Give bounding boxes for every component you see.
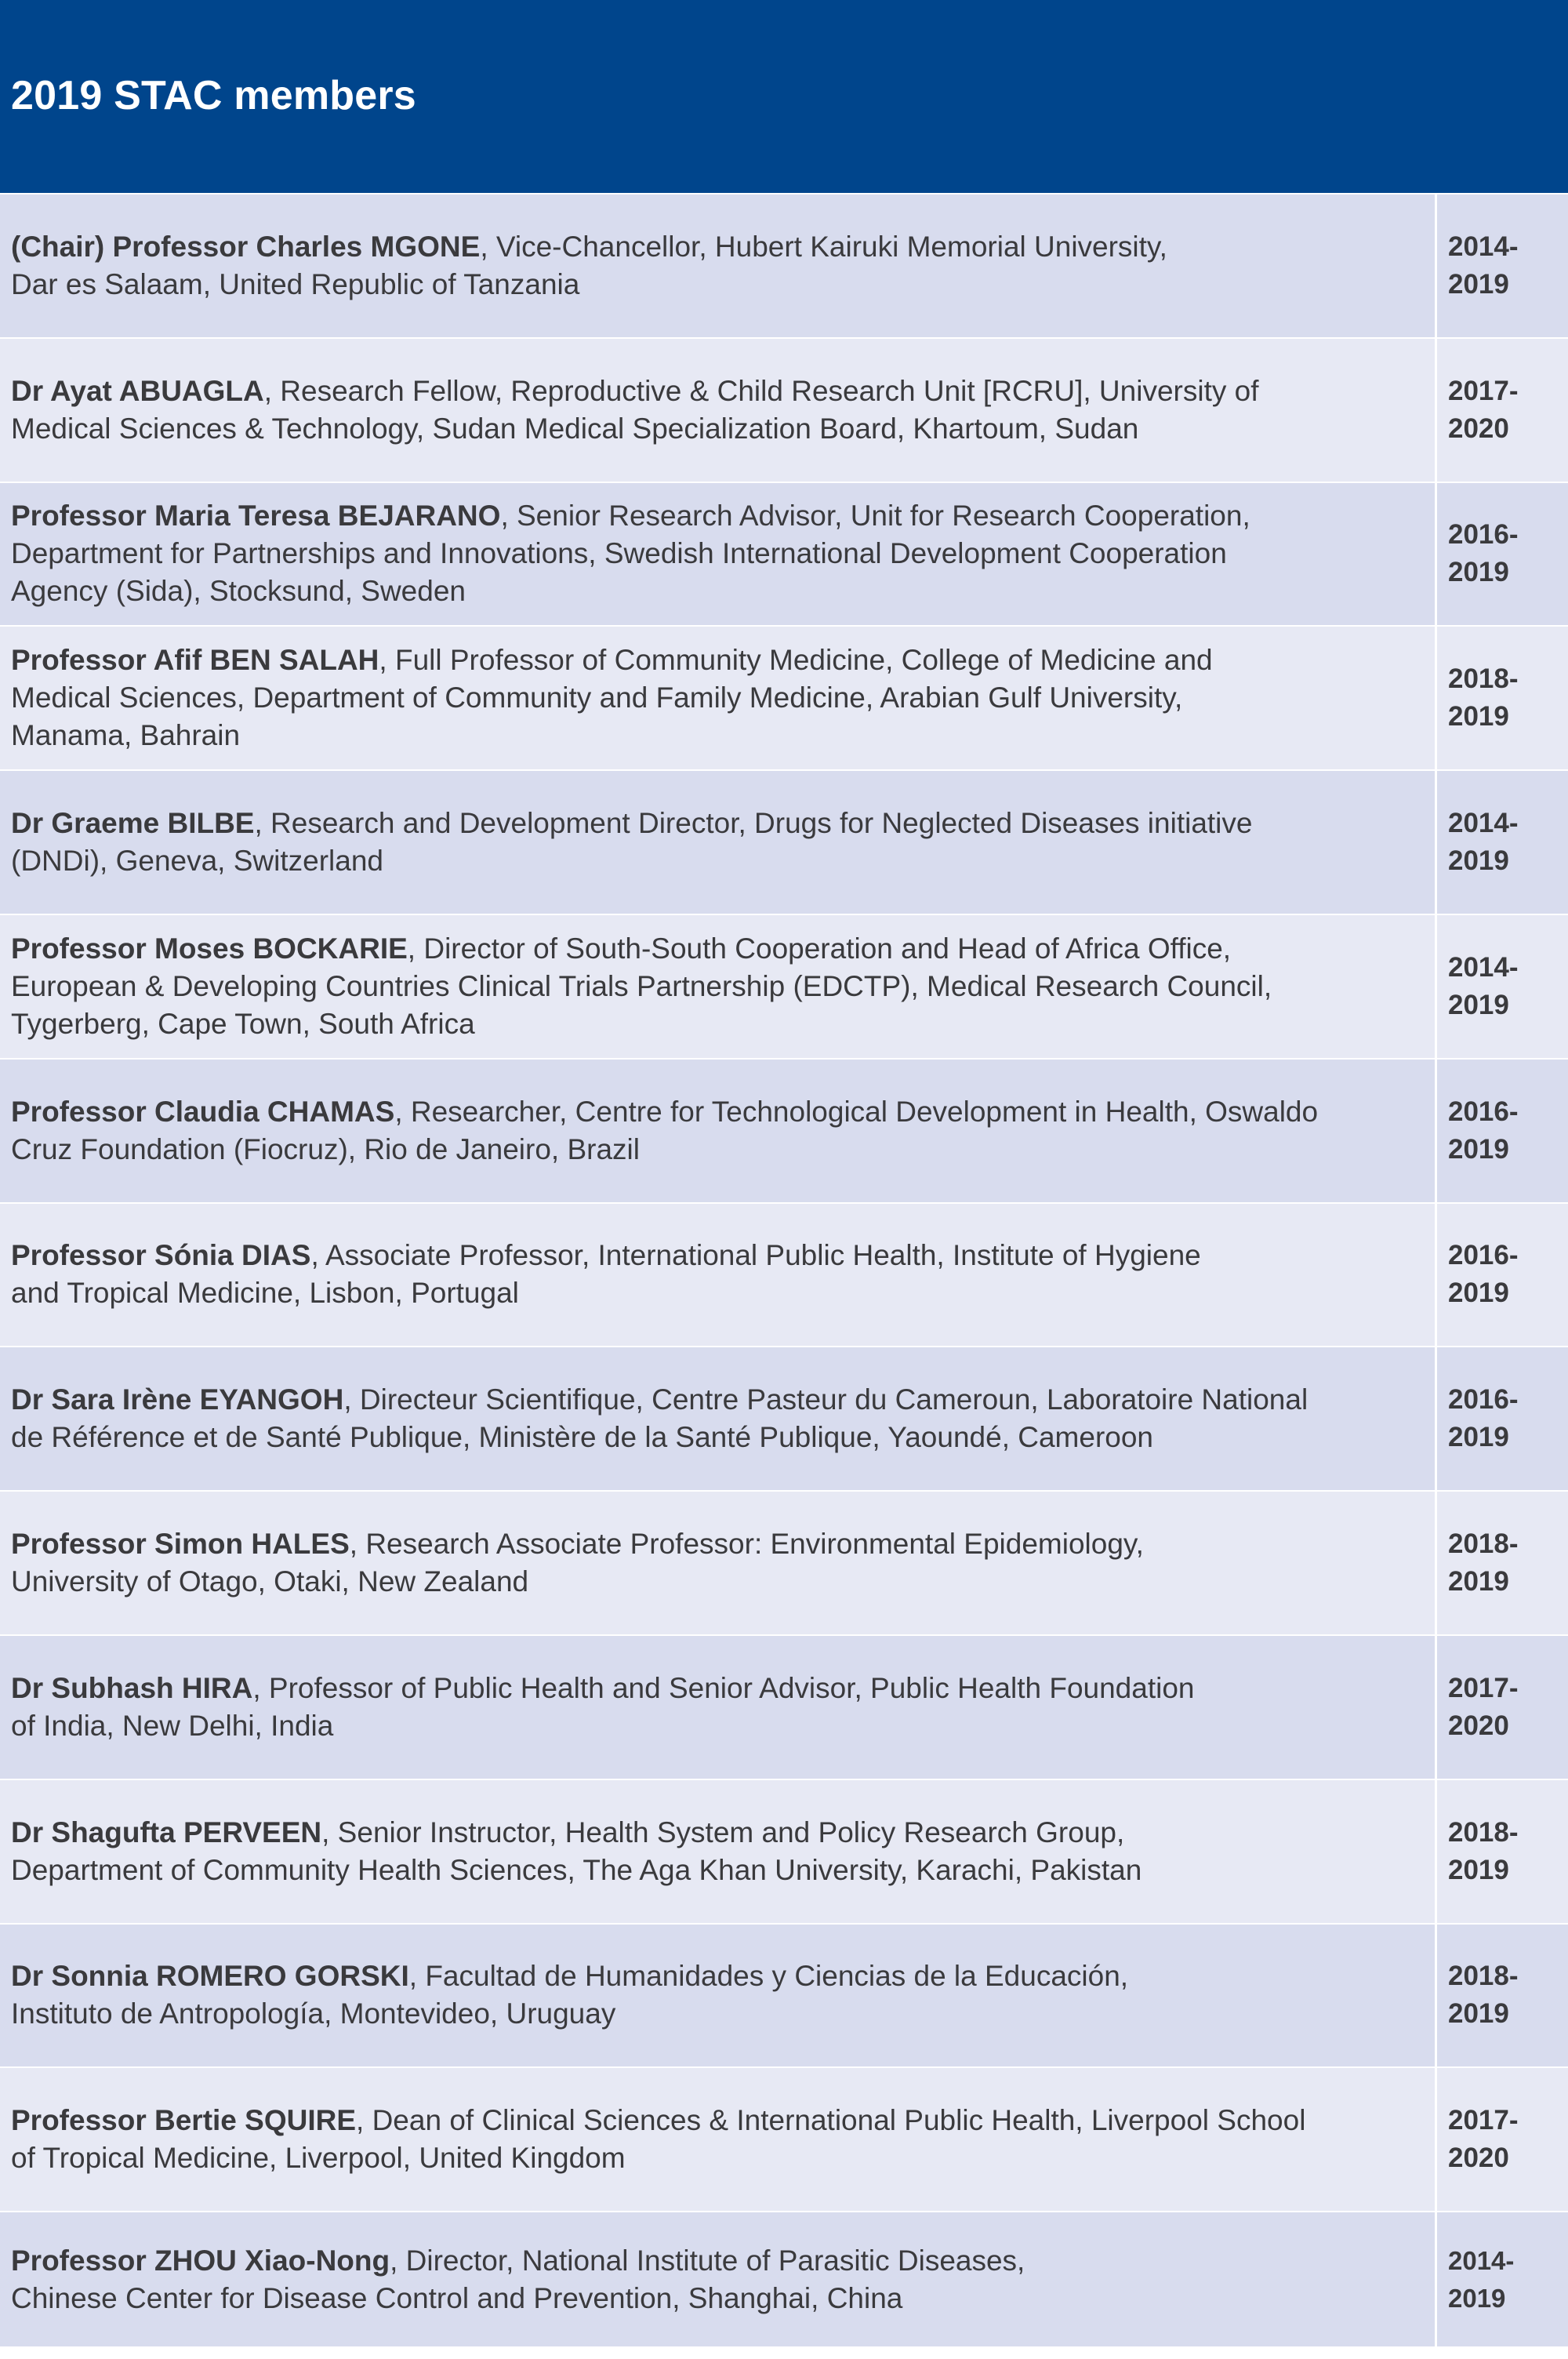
member-affiliation-line: , Full Professor of Community Medicine, College of Medicine and: [379, 644, 1213, 677]
member-description: [0, 483, 1435, 626]
member-description: [0, 1492, 1435, 1634]
member-affiliation-line: , Director of South-South Cooperation and Head of Africa Office,: [407, 932, 1232, 965]
member-term: [1435, 1492, 1568, 1634]
term-start: 2014-: [1448, 951, 1519, 983]
member-row: [0, 2211, 1568, 2346]
member-term: [1435, 1347, 1568, 1490]
member-term: [1435, 1060, 1568, 1202]
member-term: [1435, 1780, 1568, 1923]
term-start: 2018-: [1448, 1961, 1519, 1992]
term-start: 2017-: [1448, 375, 1519, 406]
member-affiliation-line: Instituto de Antropología, Montevideo, Uruguay: [11, 1997, 616, 2030]
term-end: 2019: [1448, 1278, 1509, 1309]
member-affiliation-line: Department for Partnerships and Innovations, Swedish International Development Cooperation: [11, 537, 1227, 570]
member-affiliation-line: (DNDi), Geneva, Switzerland: [11, 845, 383, 878]
term-start: 2016-: [1448, 1240, 1519, 1271]
member-affiliation-line: Cruz Foundation (Fiocruz), Rio de Janeiro, Brazil: [11, 1132, 640, 1165]
term-end: 2019: [1448, 1566, 1509, 1598]
member-affiliation-line: , Associate Professor, International Public Health, Institute of Hygiene: [310, 1239, 1201, 1272]
term-end: 2020: [1448, 2143, 1509, 2174]
term-end: 2019: [1448, 557, 1509, 588]
member-row: [0, 625, 1568, 769]
member-affiliation-line: University of Otago, Otaki, New Zealand: [11, 1565, 529, 1598]
member-term: [1435, 1925, 1568, 2067]
member-description: [0, 194, 1435, 337]
member-term: [1435, 627, 1568, 769]
member-affiliation-line: of India, New Delhi, India: [11, 1709, 334, 1742]
member-affiliation-line: de Référence et de Santé Publique, Ministère de la Santé Publique, Yaoundé, Cameroon: [11, 1421, 1154, 1454]
member-name: Professor Bertie SQUIRE: [11, 2104, 357, 2137]
member-affiliation-line: Chinese Center for Disease Control and Prevention, Shanghai, China: [11, 2281, 903, 2314]
member-affiliation-line: Agency (Sida), Stocksund, Sweden: [11, 575, 466, 608]
term-start: 2016-: [1448, 1096, 1519, 1127]
member-affiliation-line: , Professor of Public Health and Senior Advisor, Public Health Foundation: [252, 1671, 1195, 1704]
member-affiliation-line: , Senior Instructor, Health System and Policy Research Group,: [321, 1816, 1125, 1848]
member-description: [0, 771, 1435, 914]
member-affiliation-line: , Senior Research Advisor, Unit for Research Cooperation,: [500, 500, 1250, 533]
member-affiliation-line: Dar es Salaam, United Republic of Tanzania: [11, 267, 580, 300]
member-term: [1435, 1204, 1568, 1347]
term-start: 2018-: [1448, 1528, 1519, 1560]
term-end: 2019: [1448, 989, 1509, 1020]
term-end: 2019: [1448, 268, 1509, 300]
member-row: [0, 1779, 1568, 1923]
member-term: [1435, 915, 1568, 1058]
term-end: 2019: [1448, 1133, 1509, 1165]
member-affiliation-line: Medical Sciences, Department of Community and Family Medicine, Arabian Gulf University,: [11, 682, 1183, 714]
member-affiliation-line: , Facultad de Humanidades y Ciencias de la Educación,: [408, 1960, 1129, 1993]
member-affiliation-line: , Research Fellow, Reproductive & Child Research Unit [RCRU], University of: [263, 374, 1259, 407]
member-description: [0, 1060, 1435, 1202]
member-row: [0, 1202, 1568, 1347]
member-affiliation-line: Manama, Bahrain: [11, 719, 241, 752]
member-name: Dr Shagufta PERVEEN: [11, 1816, 322, 1848]
member-name: Dr Graeme BILBE: [11, 807, 255, 840]
member-description: [0, 1780, 1435, 1923]
member-affiliation-line: , Researcher, Centre for Technological Development in Health, Oswaldo: [394, 1095, 1319, 1128]
member-row: [0, 337, 1568, 482]
member-row: [0, 1490, 1568, 1634]
term-start: 2016-: [1448, 519, 1519, 551]
member-term: [1435, 194, 1568, 337]
member-row: [0, 193, 1568, 337]
term-end: 2019: [1448, 1422, 1509, 1453]
term-start: 2014-: [1448, 2245, 1515, 2275]
member-term: [1435, 339, 1568, 482]
member-term: [1435, 2212, 1568, 2346]
member-name: Dr Ayat ABUAGLA: [11, 374, 264, 407]
term-start: 2018-: [1448, 1816, 1519, 1848]
members-table: [0, 193, 1568, 2346]
term-start: 2014-: [1448, 231, 1519, 262]
member-name: Professor Simon HALES: [11, 1528, 350, 1561]
member-affiliation-line: European & Developing Countries Clinical Trials Partnership (EDCTP), Medical Research Council,: [11, 969, 1272, 1002]
member-name: Dr Sonnia ROMERO GORSKI: [11, 1960, 409, 1993]
member-description: [0, 339, 1435, 482]
term-start: 2014-: [1448, 808, 1519, 839]
member-description: [0, 915, 1435, 1058]
member-row: [0, 1346, 1568, 1490]
member-description: [0, 1347, 1435, 1490]
term-start: 2017-: [1448, 1672, 1519, 1703]
member-name: Professor Afif BEN SALAH: [11, 644, 379, 677]
member-affiliation-line: , Research and Development Director, Drugs for Neglected Diseases initiative: [254, 807, 1253, 840]
member-affiliation-line: Tygerberg, Cape Town, South Africa: [11, 1007, 475, 1040]
member-name: Professor Moses BOCKARIE: [11, 932, 408, 965]
member-affiliation-line: , Dean of Clinical Sciences & International Public Health, Liverpool School: [356, 2104, 1306, 2137]
member-name: Professor Maria Teresa BEJARANO: [11, 500, 501, 533]
member-row: [0, 914, 1568, 1058]
member-row: [0, 1923, 1568, 2067]
term-start: 2016-: [1448, 1384, 1519, 1416]
member-term: [1435, 771, 1568, 914]
member-affiliation-line: , Director, National Institute of Parasitic Diseases,: [390, 2244, 1025, 2277]
table-header: [0, 0, 1568, 193]
member-affiliation-line: and Tropical Medicine, Lisbon, Portugal: [11, 1277, 519, 1310]
member-description: [0, 2068, 1435, 2211]
member-description: [0, 2212, 1435, 2346]
member-description: [0, 627, 1435, 769]
member-name: Professor Sónia DIAS: [11, 1239, 311, 1272]
member-affiliation-line: , Research Associate Professor: Environmental Epidemiology,: [349, 1528, 1144, 1561]
member-name: Dr Sara Irène EYANGOH: [11, 1383, 344, 1416]
member-name: (Chair) Professor Charles MGONE: [11, 230, 481, 263]
member-row: [0, 769, 1568, 914]
term-start: 2018-: [1448, 663, 1519, 695]
page-title: 2019 STAC members: [11, 73, 416, 118]
term-end: 2019: [1448, 1998, 1509, 2030]
member-term: [1435, 1636, 1568, 1779]
term-end: 2019: [1448, 1854, 1509, 1885]
member-description: [0, 1636, 1435, 1779]
member-affiliation-line: , Directeur Scientifique, Centre Pasteur du Cameroun, Laboratoire National: [343, 1383, 1308, 1416]
member-description: [0, 1204, 1435, 1347]
term-end: 2019: [1448, 701, 1509, 732]
member-name: Professor Claudia CHAMAS: [11, 1095, 395, 1128]
term-end: 2019: [1448, 845, 1509, 877]
member-row: [0, 2066, 1568, 2211]
member-name: Professor ZHOU Xiao-Nong: [11, 2244, 390, 2277]
term-end: 2020: [1448, 1710, 1509, 1741]
member-term: [1435, 483, 1568, 626]
member-row: [0, 1634, 1568, 1779]
term-end: 2019: [1448, 2283, 1506, 2313]
member-affiliation-line: , Vice-Chancellor, Hubert Kairuki Memorial University,: [480, 230, 1167, 263]
term-start: 2017-: [1448, 2105, 1519, 2136]
member-term: [1435, 2068, 1568, 2211]
member-affiliation-line: of Tropical Medicine, Liverpool, United Kingdom: [11, 2142, 626, 2175]
member-row: [0, 482, 1568, 626]
member-affiliation-line: Department of Community Health Sciences, The Aga Khan University, Karachi, Pakistan: [11, 1853, 1142, 1886]
member-affiliation-line: Medical Sciences & Technology, Sudan Medical Specialization Board, Khartoum, Sudan: [11, 412, 1139, 445]
term-end: 2020: [1448, 413, 1509, 444]
member-description: [0, 1925, 1435, 2067]
member-row: [0, 1058, 1568, 1202]
member-name: Dr Subhash HIRA: [11, 1671, 253, 1704]
